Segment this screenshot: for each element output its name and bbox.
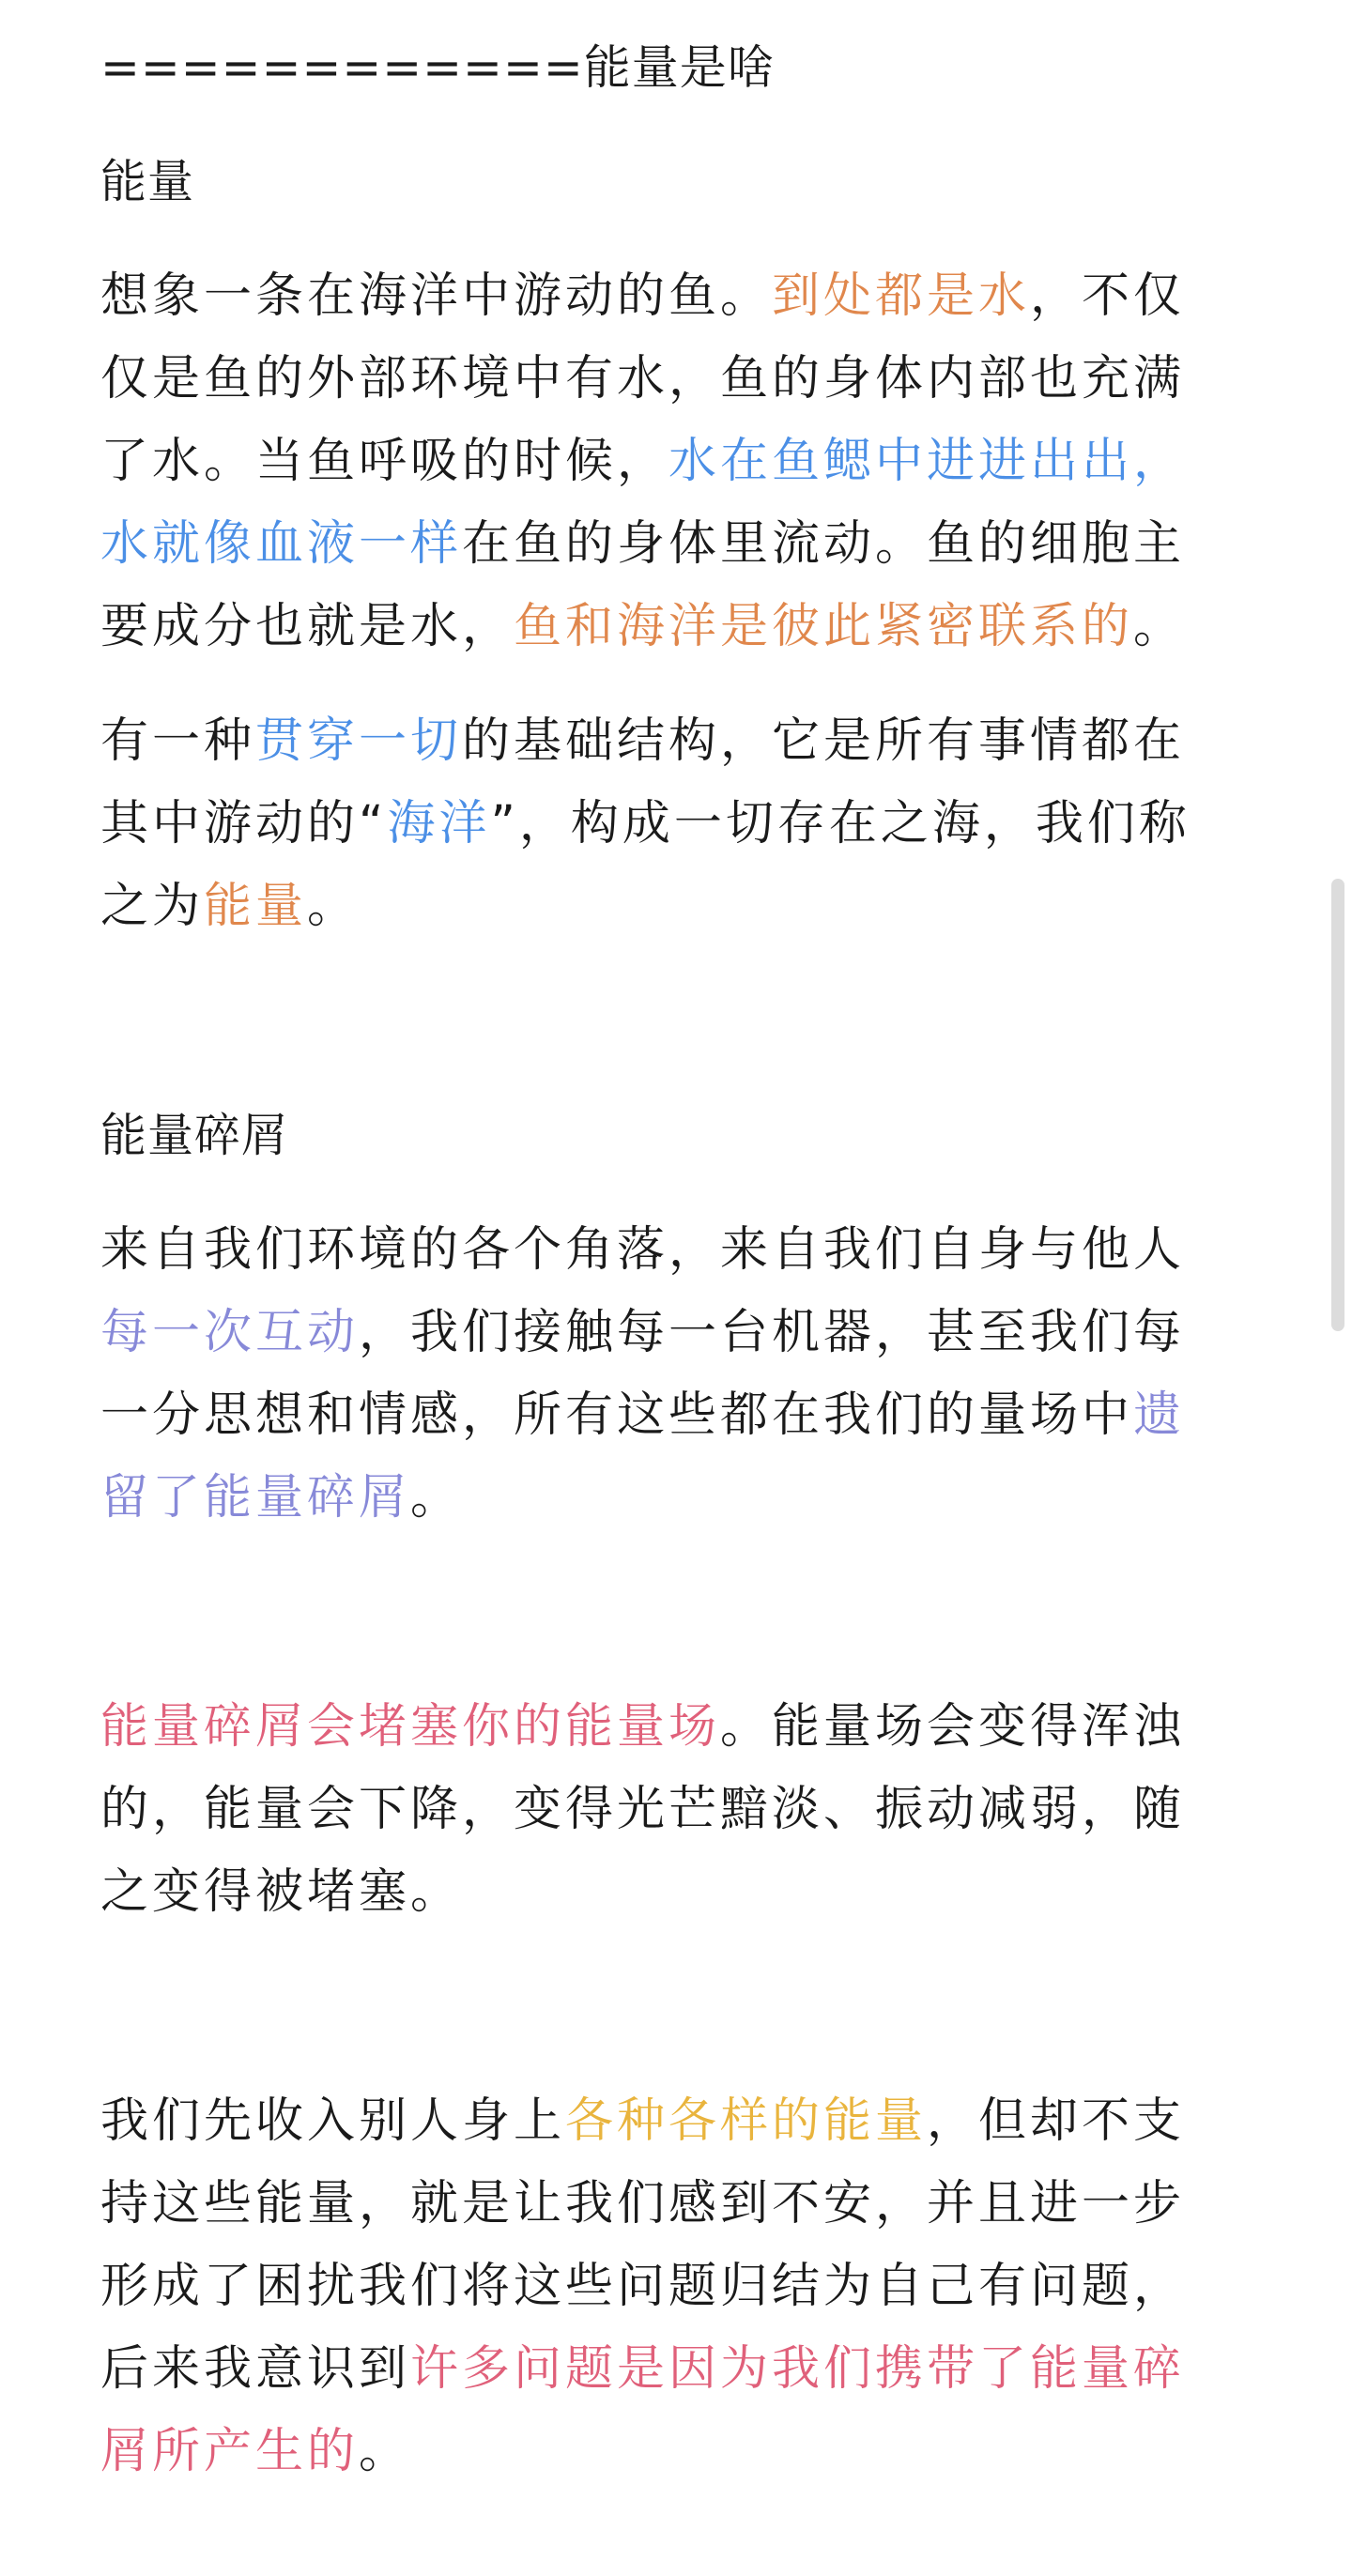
heading-energy: 能量 xyxy=(100,155,195,208)
paragraph-line xyxy=(100,1374,1185,1457)
paragraph-line xyxy=(100,1457,462,1540)
paragraph-line: 形成了困扰我们将这些问题归结为自己有问题， xyxy=(100,2259,1186,2314)
highlight-orange: 鱼和海洋是彼此紧密联系的 xyxy=(514,599,1134,654)
highlight-blue: 贯穿一切 xyxy=(255,713,463,769)
paragraph-line xyxy=(100,700,1185,783)
paragraph-line xyxy=(100,783,1191,866)
paragraph-line xyxy=(100,255,1185,338)
heading-energy-debris: 能量碎屑 xyxy=(100,1109,289,1162)
text-span: 了水。当鱼呼吸的时候， xyxy=(100,434,669,489)
text-span: 的基础结构，它是所有事情都在 xyxy=(462,713,1186,769)
paragraph-line xyxy=(100,1292,1185,1374)
text-span: 在鱼的身体里流动。鱼的细胞主 xyxy=(462,516,1186,572)
text-span: 之为 xyxy=(100,879,205,934)
highlight-purple: 留了能量碎屑 xyxy=(100,1470,411,1526)
paragraph-line: 之变得被堵塞。 xyxy=(100,1864,463,1920)
highlight-blue: 水就像血液一样 xyxy=(100,516,463,572)
text-span: 。 xyxy=(359,2424,411,2479)
text-span: 其中游动的“ xyxy=(100,796,388,851)
text-span: 。 xyxy=(307,879,360,934)
text-span: 要成分也就是水， xyxy=(100,599,515,654)
highlight-blue: 水在鱼鳃中进进出出， xyxy=(668,434,1186,489)
text-span: 想象一条在海洋中游动的鱼。 xyxy=(100,268,773,324)
highlight-yellow: 各种各样的能量 xyxy=(565,2093,928,2149)
paragraph-line xyxy=(100,421,1185,503)
text-span: ，我们接触每一台机器，甚至我们每 xyxy=(359,1305,1186,1360)
text-span: ，但却不支 xyxy=(927,2093,1186,2149)
highlight-pink: 能量碎屑会堵塞你的能量场 xyxy=(100,1699,721,1755)
text-span: 后来我意识到 xyxy=(100,2341,411,2397)
paragraph-line xyxy=(100,2411,410,2493)
paragraph-line: 来自我们环境的各个角落，来自我们自身与他人 xyxy=(100,1222,1186,1278)
text-span: 。 xyxy=(1133,599,1186,654)
highlight-pink: 许多问题是因为我们携带了能量碎 xyxy=(410,2341,1186,2397)
vertical-scrollbar[interactable] xyxy=(1331,879,1344,1331)
paragraph-line xyxy=(100,503,1185,586)
paragraph-line xyxy=(100,2080,1185,2163)
section-divider-title: ============能量是啥 xyxy=(100,40,776,95)
highlight-pink: 屑所产生的 xyxy=(100,2424,360,2479)
paragraph-line xyxy=(100,586,1185,668)
text-span: 一分思想和情感，所有这些都在我们的量场中 xyxy=(100,1388,1134,1443)
text-span: ，不仅 xyxy=(1030,268,1186,324)
highlight-orange: 到处都是水 xyxy=(772,268,1031,324)
paragraph-line: 的，能量会下降，变得光芒黯淡、振动减弱，随 xyxy=(100,1782,1186,1837)
text-span: 有一种 xyxy=(100,713,256,769)
text-span: ”，构成一切存在之海，我们称 xyxy=(490,796,1191,851)
paragraph-line xyxy=(100,1686,1185,1769)
paragraph-line xyxy=(100,866,359,948)
paragraph-line xyxy=(100,2328,1185,2411)
text-span: 。能量场会变得浑浊 xyxy=(720,1699,1186,1755)
paragraph-line: 仅是鱼的外部环境中有水，鱼的身体内部也充满 xyxy=(100,351,1186,406)
highlight-purple: 每一次互动 xyxy=(100,1305,360,1360)
text-span: 。 xyxy=(410,1470,463,1526)
highlight-blue: 海洋 xyxy=(387,796,491,851)
paragraph-line: 持这些能量，就是让我们感到不安，并且进一步 xyxy=(100,2176,1186,2231)
text-span: 我们先收入别人身上 xyxy=(100,2093,566,2149)
highlight-orange: 能量 xyxy=(204,879,308,934)
highlight-purple: 遗 xyxy=(1133,1388,1186,1443)
